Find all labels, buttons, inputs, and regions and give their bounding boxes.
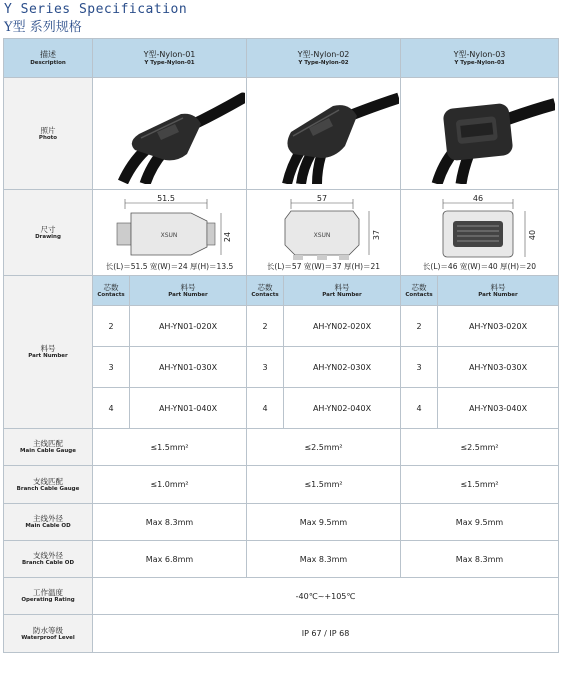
contacts-cell: 2 <box>247 306 284 347</box>
part-header: 料号 Part Number <box>284 276 401 306</box>
contacts-cell: 2 <box>93 306 130 347</box>
connector-02-photo <box>249 84 399 184</box>
main-od-value: Max 8.3mm <box>93 504 247 541</box>
drawing-model-03 <box>401 190 559 276</box>
contacts-header: 芯数 Contacts <box>247 276 284 306</box>
branch-od-value: Max 8.3mm <box>247 541 401 578</box>
contacts-header: 芯数 Contacts <box>93 276 130 306</box>
drawing-model-02 <box>247 190 401 276</box>
main-od-label: 主线外径 Main Cable OD <box>4 504 93 541</box>
width-dimension-label: 51.5 <box>156 194 175 203</box>
connector-01-photo <box>95 84 245 184</box>
part-number-cell: AH-YN03-040X <box>438 388 559 429</box>
part-header: 料号 Part Number <box>130 276 247 306</box>
header-row <box>4 39 559 78</box>
part-number-cell: AH-YN02-030X <box>284 347 401 388</box>
description-header: 描述 Description <box>4 39 93 78</box>
brand-mark-01: XSUN <box>160 232 177 239</box>
dimensions-text-03: 长(L)＝46 宽(W)＝40 厚(H)＝20 <box>422 262 537 271</box>
branch-gauge-row <box>4 466 559 504</box>
model-03-header: Y型-Nylon-03 Y Type-Nylon-03 <box>401 39 559 78</box>
drawing-model-01 <box>93 190 247 276</box>
contacts-cell: 4 <box>401 388 438 429</box>
main-gauge-row <box>4 429 559 466</box>
branch-od-row <box>4 541 559 578</box>
dimension-drawing-01 <box>95 193 245 261</box>
branch-gauge-value: ≤1.5mm² <box>401 466 559 504</box>
part-number-cell: AH-YN01-020X <box>130 306 247 347</box>
dimensions-text-02: 长(L)＝57 宽(W)＝37 厚(H)＝21 <box>266 262 381 271</box>
waterproof-row <box>4 615 559 653</box>
contacts-cell: 2 <box>401 306 438 347</box>
main-od-row <box>4 504 559 541</box>
main-gauge-value: ≤2.5mm² <box>401 429 559 466</box>
main-od-value: Max 9.5mm <box>401 504 559 541</box>
height-dimension-label: 37 <box>371 229 381 241</box>
contacts-cell: 3 <box>247 347 284 388</box>
part-subheader-row <box>4 276 559 306</box>
model-01-header: Y型-Nylon-01 Y Type-Nylon-01 <box>93 39 247 78</box>
width-dimension-label: 46 <box>472 194 483 203</box>
drawing-row <box>4 190 559 276</box>
dimension-drawing-02 <box>249 193 399 261</box>
branch-od-value: Max 8.3mm <box>401 541 559 578</box>
part-number-cell: AH-YN03-030X <box>438 347 559 388</box>
main-gauge-label: 主线匹配 Main Cable Gauge <box>4 429 93 466</box>
contacts-header: 芯数 Contacts <box>401 276 438 306</box>
dimension-drawing-03 <box>405 193 555 261</box>
contacts-cell: 4 <box>247 388 284 429</box>
page-title: Y Series Specification <box>4 2 188 17</box>
main-gauge-value: ≤1.5mm² <box>93 429 247 466</box>
waterproof-value: IP 67 / IP 68 <box>93 615 559 653</box>
part-number-cell: AH-YN03-020X <box>438 306 559 347</box>
branch-gauge-value: ≤1.0mm² <box>93 466 247 504</box>
operating-label: 工作温度 Operating Rating <box>4 578 93 615</box>
operating-value: -40℃~+105℃ <box>93 578 559 615</box>
branch-od-value: Max 6.8mm <box>93 541 247 578</box>
model-02-header: Y型-Nylon-02 Y Type-Nylon-02 <box>247 39 401 78</box>
main-gauge-value: ≤2.5mm² <box>247 429 401 466</box>
branch-gauge-label: 支线匹配 Branch Cable Gauge <box>4 466 93 504</box>
part-number-cell: AH-YN01-030X <box>130 347 247 388</box>
branch-od-label: 支线外径 Branch Cable OD <box>4 541 93 578</box>
photo-model-03 <box>401 78 559 190</box>
brand-mark-02: XSUN <box>313 232 330 239</box>
part-header: 料号 Part Number <box>438 276 559 306</box>
contacts-cell: 3 <box>93 347 130 388</box>
part-number-label: 料号 Part Number <box>4 276 93 429</box>
contacts-cell: 3 <box>401 347 438 388</box>
page-subtitle: Y型 系列规格 <box>4 20 82 35</box>
connector-03-photo <box>405 84 555 184</box>
part-number-cell: AH-YN02-020X <box>284 306 401 347</box>
dimensions-text-01: 长(L)＝51.5 宽(W)＝24 厚(H)＝13.5 <box>105 262 234 271</box>
height-dimension-label: 40 <box>527 229 537 241</box>
height-dimension-label: 24 <box>222 231 232 243</box>
photo-row <box>4 78 559 190</box>
part-number-cell: AH-YN01-040X <box>130 388 247 429</box>
spec-table <box>3 38 559 653</box>
part-number-cell: AH-YN02-040X <box>284 388 401 429</box>
photo-label: 照片 Photo <box>4 78 93 190</box>
width-dimension-label: 57 <box>316 194 327 203</box>
main-od-value: Max 9.5mm <box>247 504 401 541</box>
drawing-label: 尺寸 Drawing <box>4 190 93 276</box>
branch-gauge-value: ≤1.5mm² <box>247 466 401 504</box>
contacts-cell: 4 <box>93 388 130 429</box>
photo-model-02 <box>247 78 401 190</box>
operating-row <box>4 578 559 615</box>
photo-model-01 <box>93 78 247 190</box>
waterproof-label: 防水等级 Waterproof Level <box>4 615 93 653</box>
